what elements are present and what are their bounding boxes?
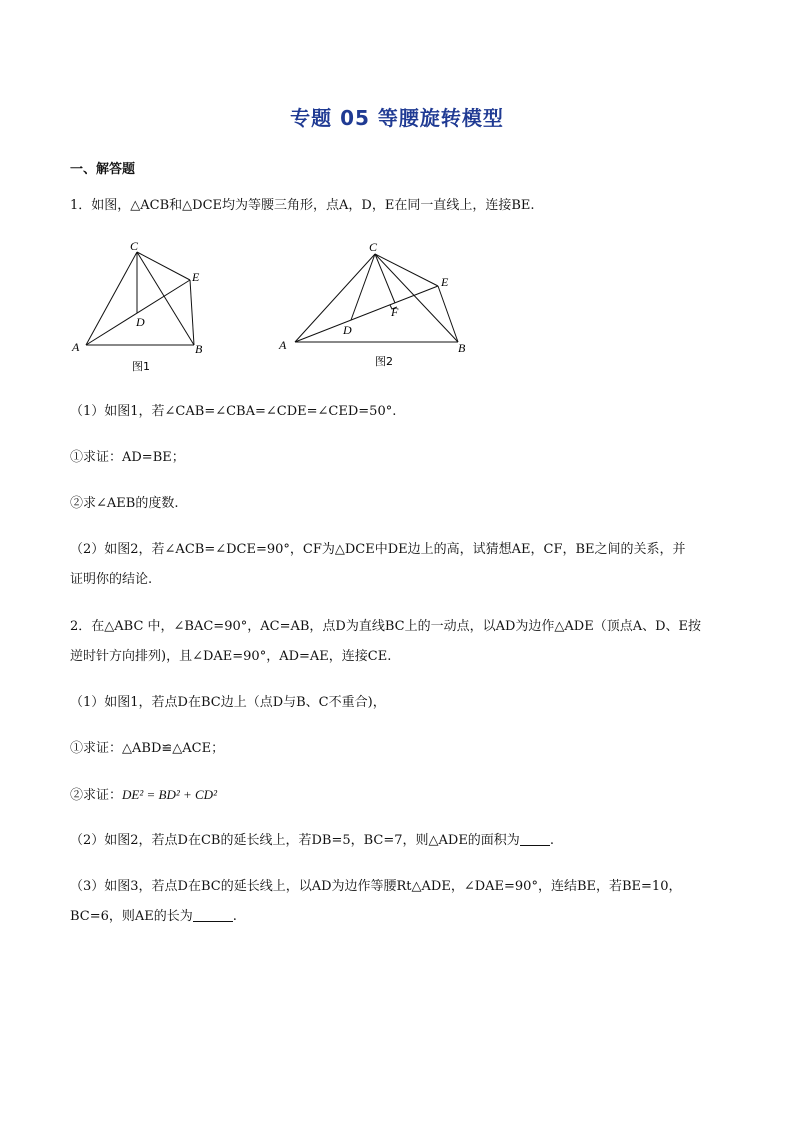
fig1-label-C: C xyxy=(130,239,139,253)
fig1-label-D: D xyxy=(136,315,145,329)
q2-part3-answer-blank[interactable] xyxy=(193,907,233,922)
fig2-label-F: F xyxy=(391,305,399,319)
fig2-caption: 图2 xyxy=(375,355,393,368)
q2-part3-line1: （3）如图3，若点D在BC的延长线上，以AD为边作等腰Rt△ADE，∠DAE=90°，连结BE，若BE=10， xyxy=(70,879,682,894)
fig2-label-C: C xyxy=(369,240,378,254)
q2-part3-text: BC=6，则AE的长为 xyxy=(70,909,193,924)
page-title: 专题 05 等腰旋转模型 xyxy=(290,106,504,130)
q1-part1: （1）如图1，若∠CAB=∠CBA=∠CDE=∠CED=50°. xyxy=(70,404,397,419)
fig2-label-D: D xyxy=(343,323,352,337)
q2-part2-answer-blank[interactable] xyxy=(520,831,550,846)
fig2-segment-BE xyxy=(438,286,458,342)
q1-stem: 1．如图，△ACB和△DCE均为等腰三角形，点A，D，E在同一直线上，连接BE. xyxy=(70,198,535,213)
q2-part1b-prefix: ②求证： xyxy=(70,788,123,803)
q2-part2 xyxy=(70,826,730,856)
q2-part1: （1）如图1，若点D在BC边上（点D与B、C不重合)， xyxy=(70,695,386,710)
q2-part1a: ①求证：△ABD≌△ACE； xyxy=(70,741,225,756)
fig2-segment-CD xyxy=(351,254,375,320)
q1-part1b: ②求∠AEB的度数. xyxy=(70,496,179,511)
fig2-segment-AC xyxy=(295,254,375,342)
fig2-label-B: B xyxy=(458,341,466,355)
q2-part1b-formula: DE² = BD² + CD² xyxy=(122,787,217,802)
fig1-label-B: B xyxy=(195,342,203,356)
section-heading: 一、解答题 xyxy=(70,162,136,177)
fig2-segment-BC xyxy=(375,254,458,342)
q1-part2-line1: （2）如图2，若∠ACB=∠DCE=90°，CF为△DCE中DE边上的高，试猜想AE，CF，BE之间的关系，并 xyxy=(70,542,686,557)
fig1-label-A: A xyxy=(72,340,80,354)
fig1-label-E: E xyxy=(192,270,200,284)
q2-stem-line1: 2．在△ABC 中，∠BAC=90°，AC=AB，点D为直线BC上的一动点，以AD为边作△ADE（顶点A、D、E按 xyxy=(70,619,701,634)
q2-part2-end: . xyxy=(549,833,554,848)
q2-stem-line2: 逆时针方向排列)，且∠DAE=90°，AD=AE，连接CE. xyxy=(70,649,392,664)
figure-2 xyxy=(275,236,475,376)
q2-part1b xyxy=(70,780,730,811)
fig1-caption: 图1 xyxy=(132,360,150,373)
figure-1 xyxy=(70,236,220,376)
q2-part2-text: （2）如图2，若点D在CB的延长线上，若DB=5，BC=7，则△ADE的面积为 xyxy=(70,833,520,848)
fig1-segment-AC xyxy=(86,252,137,345)
fig1-segment-BE xyxy=(190,280,194,345)
q2-part3-line2 xyxy=(70,902,730,932)
fig2-label-A: A xyxy=(279,338,287,352)
fig2-label-E: E xyxy=(441,275,449,289)
q1-part2-line2: 证明你的结论. xyxy=(70,572,153,587)
q2-part3-end: . xyxy=(232,909,237,924)
fig1-segment-BC xyxy=(137,252,194,345)
fig2-segment-CF xyxy=(375,254,395,303)
q1-part1a: ①求证：AD=BE； xyxy=(70,450,185,465)
fig2-segment-AE xyxy=(295,286,438,342)
fig1-segment-CE xyxy=(137,252,190,280)
fig2-segment-CE xyxy=(375,254,438,286)
